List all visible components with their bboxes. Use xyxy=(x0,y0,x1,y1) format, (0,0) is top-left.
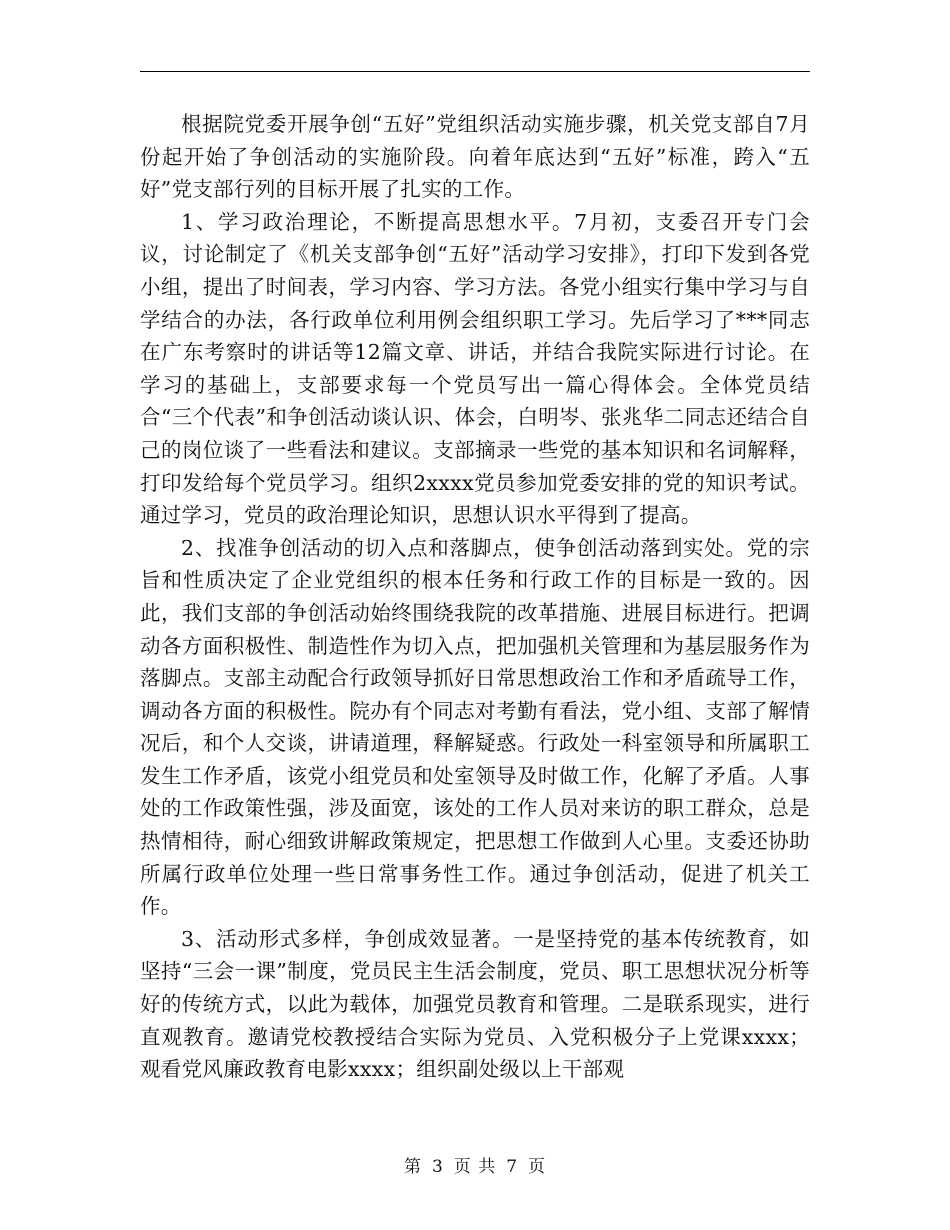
page-footer xyxy=(0,1152,950,1177)
document-body xyxy=(140,108,810,1086)
footer-prefix: 第 xyxy=(403,1157,422,1177)
header-rule xyxy=(140,71,810,72)
footer-middle: 页 共 xyxy=(453,1157,497,1177)
footer-suffix: 页 xyxy=(528,1157,547,1177)
paragraph-2-entry-point: 2、找准争创活动的切入点和落脚点，使争创活动落到实处。党的宗旨和性质决定了企业党组织的根本任务和行政工作的目标是一致的。因此，我们支部的争创活动始终围绕我院的改革措施、进展目标进行。把调动各方面积极性、制造性作为切入点，把加强机关管理和为基层服务作为落脚点。支部主动配合行政领导抓好日常思想政治工作和矛盾疏导工作，调动各方面的积极性。院办有个同志对考勤有看法，党小组、支部了解情况后，和个人交谈，讲请道理，释解疑惑。行政处一科室领导和所属职工发生工作矛盾，该党小组党员和处室领导及时做工作，化解了矛盾。人事处的工作政策性强，涉及面宽，该处的工作人员对来访的职工群众，总是热情相待，耐心细致讲解政策规定，把思想工作做到人心里。支委还协助所属行政单位处理一些日常事务性工作。通过争创活动，促进了机关工作。 xyxy=(140,535,810,919)
paragraph-intro: 根据院党委开展争创“五好”党组织活动实施步骤，机关党支部自7月份起开始了争创活动的实施阶段。向着年底达到“五好”标准，跨入“五好”党支部行列的目标开展了扎实的工作。 xyxy=(140,112,810,202)
paragraph-1-study-theory: 1、学习政治理论，不断提高思想水平。7月初，支委召开专门会议，讨论制定了《机关支部争创“五好”活动学习安排》，打印下发到各党小组，提出了时间表，学习内容、学习方法。各党小组实行集中学习与自学结合的办法，各行政单位利用例会组织职工学习。先后学习了***同志在广东考察时的讲话等12篇文章、讲话，并结合我院实际进行讨论。在学习的基础上，支部要求每一个党员写出一篇心得体会。全体党员结合“三个代表”和争创活动谈认识、体会，白明岑、张兆华二同志还结合自己的岗位谈了一些看法和建议。支部摘录一些党的基本知识和名词解释，打印发给每个党员学习。组织2xxxx党员参加党委安排的党的知识考试。通过学习，党员的政治理论知识，思想认识水平得到了提高。 xyxy=(140,209,810,528)
footer-page-number: 3 xyxy=(431,1157,444,1177)
paragraph-3-activity-forms: 3、活动形式多样，争创成效显著。一是坚持党的基本传统教育，如坚持“三会一课”制度，党员民主生活会制度，党员、职工思想状况分析等好的传统方式，以此为载体，加强党员教育和管理。二是联系现实，进行直观教育。邀请党校教授结合实际为党员、入党积极分子上党课xxxx；观看党风廉政教育电影xxxx；组织副处级以上干部观 xyxy=(140,926,810,1082)
footer-total-pages: 7 xyxy=(506,1157,519,1177)
